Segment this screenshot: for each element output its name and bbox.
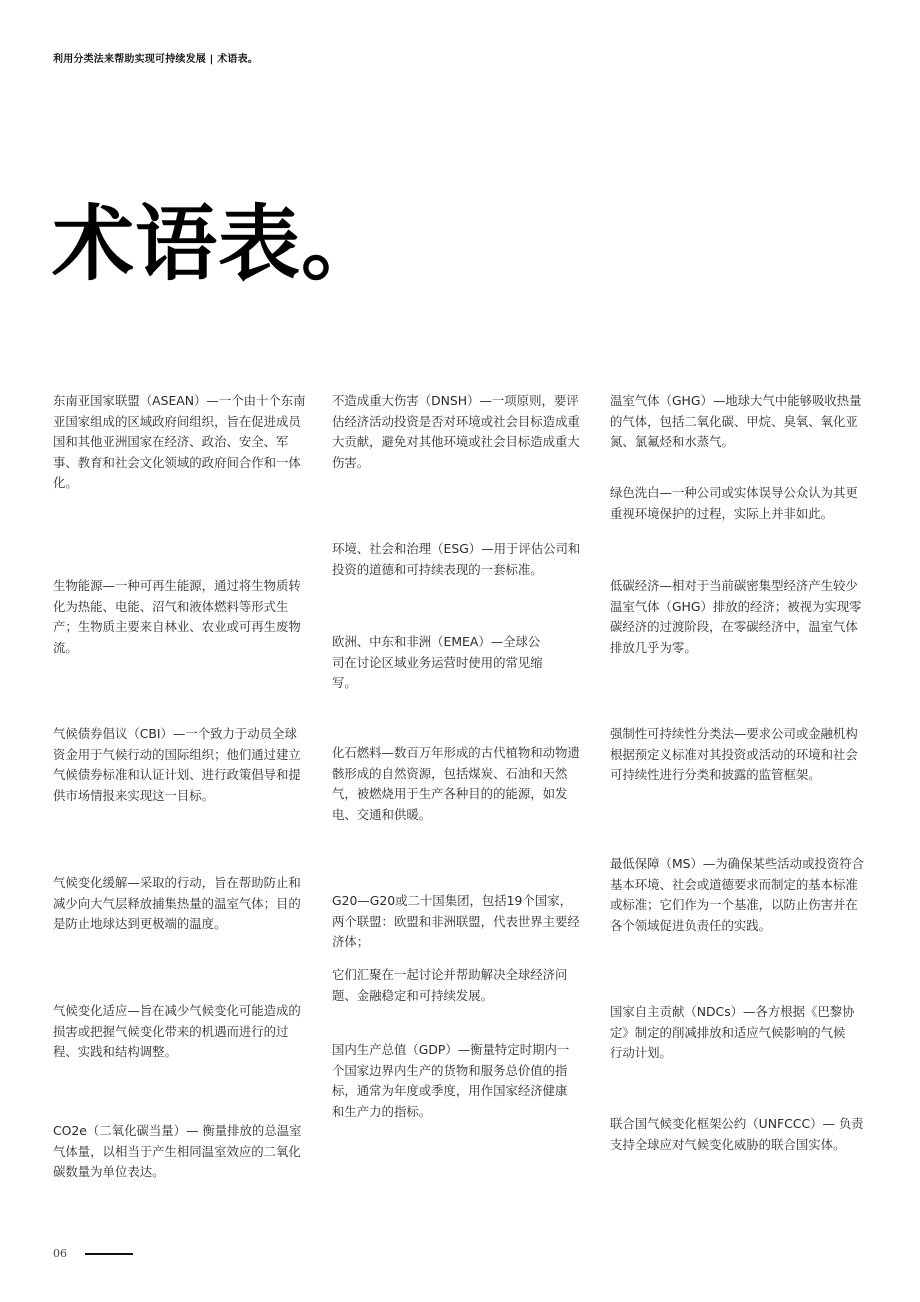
footer-divider (85, 1253, 133, 1255)
glossary-entry-gdp: 国内生产总值（GDP）—衡量特定时期内一个国家边界内生产的货物和服务总价值的指标，通常为年度或季度，用作国家经济健康和生产力的指标。 (332, 1042, 570, 1119)
page-number: 06 (53, 1247, 67, 1260)
glossary-entry-climate-mitigation: 气候变化缓解—采取的行动，旨在帮助防止和减少向大气层释放捕集热量的温室气体；目的是防止地球达到更极端的温度。 (53, 875, 301, 931)
glossary-entry-low-carbon-economy: 低碳经济—相对于当前碳密集型经济产生较少温室气体（GHG）排放的经济；被视为实现零碳经济的过渡阶段，在零碳经济中，温室气体排放几乎为零。 (610, 578, 862, 655)
glossary-entry-fossil-fuels: 化石燃料—数百万年形成的古代植物和动物遗骸形成的自然资源，包括煤炭、石油和天然气，被燃烧用于生产各种目的的能源，如发电、交通和供暖。 (332, 745, 580, 822)
glossary-entry-g20: G20—G20或二十国集团，包括19个国家，两个联盟：欧盟和非洲联盟，代表世界主要经济体； (332, 893, 580, 949)
glossary-entry-cbi: 气候债券倡议（CBI）—一个致力于动员全球资金用于气候行动的国际组织；他们通过建立气候债券标准和认证计划、进行政策倡导和提供市场情报来实现这一目标。 (53, 726, 301, 803)
glossary-entry-bioenergy: 生物能源—一种可再生能源，通过将生物质转化为热能、电能、沼气和液体燃料等形式生产；生物质主要来自林业、农业或可再生废物流。 (53, 578, 301, 655)
glossary-entry-ghg: 温室气体（GHG）—地球大气中能够吸收热量的气体，包括二氧化碳、甲烷、臭氧、氧化亚氮、氯氟烃和水蒸气。 (610, 393, 862, 449)
glossary-entry-unfccc: 联合国气候变化框架公约（UNFCCC）— 负责支持全球应对气候变化威胁的联合国实体。 (610, 1116, 864, 1152)
glossary-entry-climate-adaptation: 气候变化适应—旨在减少气候变化可能造成的损害或把握气候变化带来的机遇而进行的过程、实践和结构调整。 (53, 1003, 301, 1059)
glossary-entry-esg: 环境、社会和治理（ESG）—用于评估公司和投资的道德和可持续表现的一套标准。 (332, 541, 581, 577)
glossary-entry-greenwashing: 绿色洗白—一种公司或实体误导公众认为其更重视环境保护的过程，实际上并非如此。 (610, 485, 858, 521)
glossary-entry-g20-continued: 它们汇聚在一起讨论并帮助解决全球经济问题、金融稳定和可持续发展。 (332, 967, 568, 1003)
glossary-entry-minimum-safeguards: 最低保障（MS）—为确保某些活动或投资符合基本环境、社会或道德要求而制定的基本标准或标准；它们作为一个基准，以防止伤害并在各个领域促进负责任的实践。 (610, 856, 864, 933)
glossary-entry-ndcs: 国家自主贡献（NDCs）—各方根据《巴黎协定》制定的削减排放和适应气候影响的气候行动计划。 (610, 1004, 855, 1060)
glossary-entry-mandatory-taxonomy: 强制性可持续性分类法—要求公司或金融机构根据预定义标准对其投资或活动的环境和社会可持续性进行分类和披露的监管框架。 (610, 726, 858, 782)
page-header: 利用分类法来帮助实现可持续发展 | 术语表。 (53, 54, 259, 65)
page-title: 术语表。 (52, 197, 385, 292)
glossary-entry-asean: 东南亚国家联盟（ASEAN）—一个由十个东南亚国家组成的区域政府间组织，旨在促进成员国和其他亚洲国家在经济、政治、安全、军事、教育和社会文化领域的政府间合作和一体化。 (53, 393, 306, 490)
glossary-entry-emea: 欧洲、中东和非洲（EMEA）—全球公司在讨论区域业务运营时使用的常见缩写。 (332, 634, 543, 690)
glossary-entry-co2e: CO2e（二氧化碳当量）— 衡量排放的总温室气体量，以相当于产生相同温室效应的二氧化碳数量为单位表达。 (53, 1123, 302, 1179)
glossary-entry-dnsh: 不造成重大伤害（DNSH）—一项原则，要评估经济活动投资是否对环境或社会目标造成重大贡献，避免对其他环境或社会目标造成重大伤害。 (332, 393, 580, 470)
